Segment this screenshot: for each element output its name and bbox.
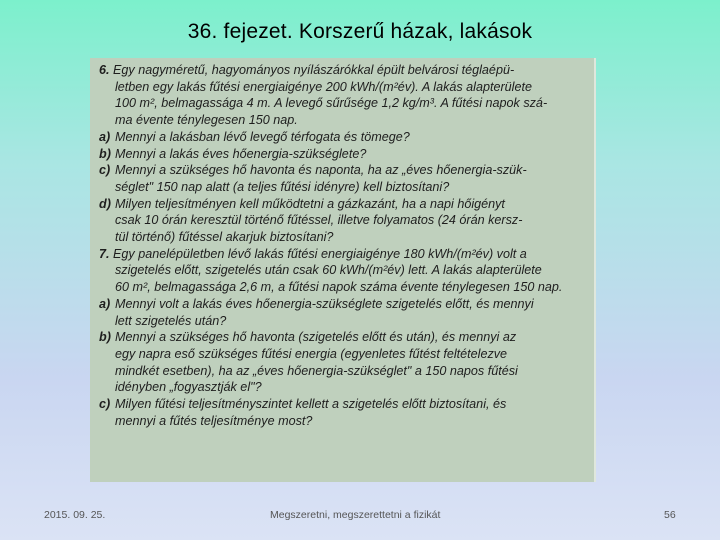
exercise-line — [99, 396, 588, 413]
exercise-text: Milyen fűtési teljesítményszintet kellett a szigetelés előtt biztosítani, és — [115, 397, 507, 412]
exercise-text: séglet" 150 nap alatt (a teljes fűtési idényre) kell biztosítani? — [115, 179, 450, 194]
exercise-line — [99, 62, 588, 79]
subquestion-label: c) — [99, 163, 111, 178]
subquestion-label: a) — [99, 129, 111, 144]
exercise-line — [99, 262, 588, 279]
exercise-text: mennyi a fűtés teljesítménye most? — [115, 413, 313, 428]
exercise-line — [99, 112, 588, 129]
exercise-text: mindkét esetben), ha az „éves hőenergia-szükséglet" a 150 napos fűtési — [115, 363, 518, 378]
exercise-line — [99, 346, 588, 363]
page-number: 56 — [664, 509, 676, 521]
exercise-text: tül történő) fűtéssel akarjuk biztosítani? — [115, 230, 334, 245]
exercise-line — [99, 196, 588, 213]
exercise-line — [99, 229, 588, 246]
exercise-text: lett szigetelés után? — [115, 313, 227, 328]
exercise-text: Milyen teljesítményen kell működtetni a gázkazánt, ha a napi hőigényt — [115, 196, 505, 211]
exercise-text: szigetelés előtt, szigetelés után csak 60 kWh/(m²év) lett. A lakás alapterülete — [115, 263, 542, 278]
exercise-line — [99, 212, 588, 229]
subquestion-label: a) — [99, 296, 111, 311]
textbook-excerpt — [90, 58, 596, 482]
exercise-line — [99, 329, 588, 346]
exercise-number: 7. — [99, 246, 110, 261]
footer-caption: Megszeretni, megszerettetni a fizikát — [270, 509, 441, 521]
exercise-line — [99, 313, 588, 330]
exercise-text: Mennyi a szükséges hő havonta és naponta, ha az „éves hőenergia-szük- — [115, 163, 527, 178]
exercise-text: Egy nagyméretű, hagyományos nyílászárókkal épült belvárosi téglaépü- — [113, 63, 515, 77]
exercise-line — [99, 179, 588, 196]
exercise-line — [99, 296, 588, 313]
subquestion-label: b) — [99, 330, 111, 345]
exercise-line — [99, 95, 588, 112]
exercise-text: Mennyi a szükséges hő havonta (szigetelés előtt és után), és mennyi az — [115, 330, 517, 345]
subquestion-label: b) — [99, 146, 111, 161]
exercise-line — [99, 129, 588, 146]
exercise-line — [99, 279, 588, 296]
exercise-line — [99, 146, 588, 163]
exercise-text: Mennyi volt a lakás éves hőenergia-szükséglete szigetelés előtt, és mennyi — [115, 296, 534, 311]
exercise-text: Mennyi a lakásban lévő levegő térfogata és tömege? — [115, 129, 410, 144]
exercise-line — [99, 246, 588, 263]
exercise-text: csak 10 órán keresztül történő fűtéssel, illetve folyamatos (24 órán kersz- — [115, 213, 523, 228]
exercise-line — [99, 79, 588, 96]
exercise-line — [99, 379, 588, 396]
exercise-text: idényben „fogyasztják el"? — [115, 380, 262, 395]
slide-title: 36. fejezet. Korszerű házak, lakások — [187, 20, 533, 43]
exercise-text: 100 m², belmagassága 4 m. A levegő sűrűsége 1,2 kg/m³. A fűtési napok szá- — [115, 96, 548, 111]
exercise-text: 60 m², belmagassága 2,6 m, a fűtési napok száma évente ténylegesen 150 nap. — [115, 280, 563, 295]
exercise-number: 6. — [99, 63, 110, 77]
footer-date: 2015. 09. 25. — [44, 509, 106, 521]
exercise-line — [99, 162, 588, 179]
subquestion-label: c) — [99, 397, 111, 412]
exercise-text: ma évente ténylegesen 150 nap. — [115, 113, 298, 128]
exercise-text: Mennyi a lakás éves hőenergia-szükséglete? — [115, 146, 367, 161]
exercise-text: egy napra eső szükséges fűtési energia (egyenletes fűtést feltételezve — [115, 346, 508, 361]
exercise-text: Egy panelépületben lévő lakás fűtési energiaigénye 180 kWh/(m²év) volt a — [113, 246, 527, 261]
subquestion-label: d) — [99, 196, 111, 211]
exercise-line — [99, 413, 588, 430]
exercise-text: letben egy lakás fűtési energiaigénye 200 kWh/(m²év). A lakás alapterülete — [115, 79, 532, 94]
exercise-line — [99, 363, 588, 380]
